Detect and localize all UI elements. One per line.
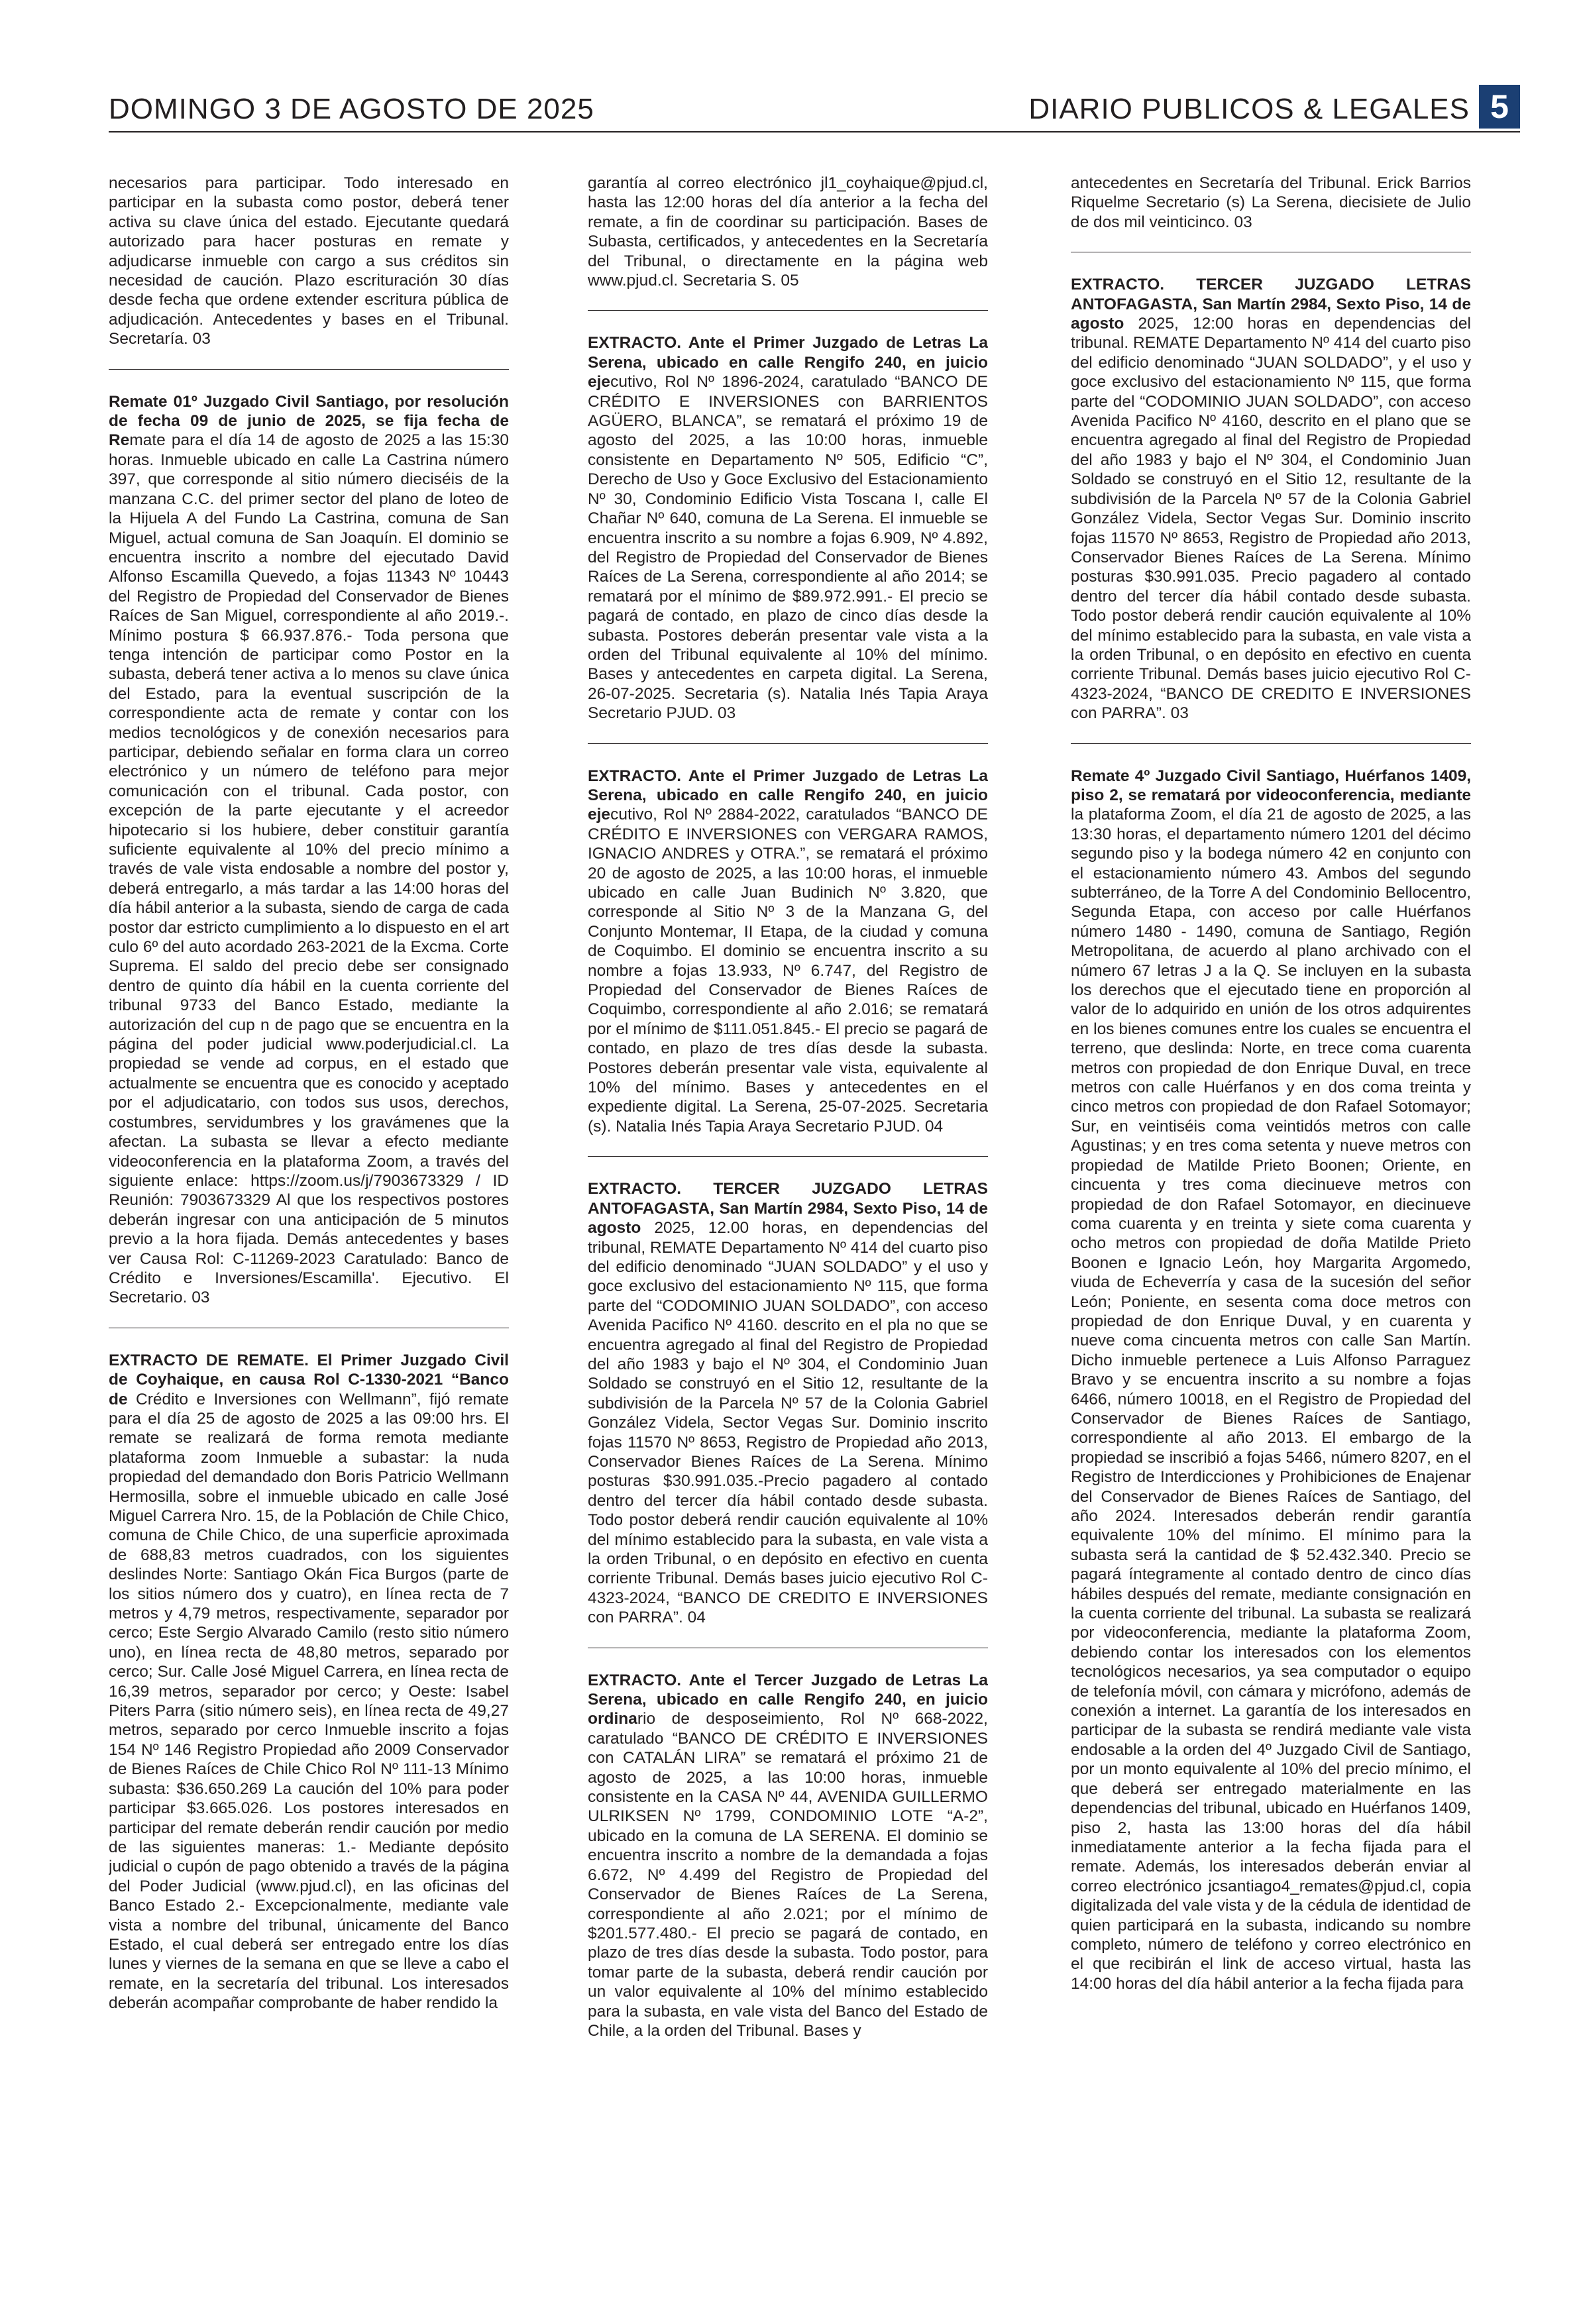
header-rule — [109, 131, 1520, 132]
notice: EXTRACTO. Ante el Tercer Juzgado de Letras La Serena, ubicado en calle Rengifo 240, en juicio ordinario de desposeimiento, Rol Nº 668-2022, caratulado “BANCO DE CRÉDITO E INVERSIONES con CATALÁN LIRA” se rematará el próximo 21 de agosto de 2025, a las 10:00 horas, inmueble consistente en la CASA Nº 44, AVENIDA GUILLERMO ULRIKSEN Nº 1799, CONDOMINIO LOTE “A-2”, ubicado en la comuna de LA SERENA. El dominio se encuentra inscrito a nombre de la demandada a fojas 6.672, Nº 4.499 del Registro de Propiedad del Conservador de Bienes Raíces de La Serena, correspondiente al año 2.021; por el mínimo de $201.577.480.- El precio se pagará de contado, en plazo de tres días desde la subasta. Todo postor, para tomar parte de la subasta, deberá rendir caución por un valor equivalente al 10% del mínimo establecido para la subasta, en vale vista del Banco del Estado de Chile, a la orden del Tribunal. Bases y — [588, 1671, 988, 2040]
notice: EXTRACTO. Ante el Primer Juzgado de Letras La Serena, ubicado en calle Rengifo 240, en juicio ejecutivo, Rol Nº 2884-2022, caratulados “BANCO DE CRÉDITO E INVERSIONES con VERGARA RAMOS, IGNACIO ANDRES y OTRA.”, se rematará el próximo 20 de agosto de 2025, a las 10:00 horas, el inmueble ubicado en calle Juan Budinich Nº 3.820, que corresponde al Sitio Nº 3 de la Manzana G, del Conjunto Montemar, II Etapa, de la ciudad y comuna de Coquimbo. El dominio se encuentra inscrito a su nombre a fojas 13.933, Nº 6.747, del Registro de Propiedad del Conservador de Bienes Raíces de Coquimbo, correspondiente al año 2.016; se rematará por el mínimo de $111.051.845.- El precio se pagará de contado, en plazo de tres días desde la subasta. Postores deberán presentar vale vista, equivalente al 10% del mínimo. Bases y antecedentes en el expediente digital. La Serena, 25-07-2025. Secretaria (s). Natalia Inés Tapia Araya Secretario PJUD. 04 — [588, 766, 988, 1157]
page-header — [109, 85, 1520, 129]
column-2 — [588, 174, 988, 2280]
newspaper-name: DIARIO PUBLICOS & LEGALES — [1028, 93, 1470, 125]
notice: garantía al correo electrónico jl1_coyhaique@pjud.cl, hasta las 12:00 horas del día anterior a la fecha del remate, a fin de coordinar su participación. Bases de Subasta, certificados, y antecedentes en la Secretaría del Tribunal, o directamente en la página web www.pjud.cl. Secretaria S. 05 — [588, 174, 988, 311]
notice: EXTRACTO. TERCER JUZGADO LETRAS ANTOFAGASTA, San Martín 2984, Sexto Piso, 14 de agosto 2025, 12.00 horas, en dependencias del tribunal, REMATE Departamento Nº 414 del cuarto piso del edificio denominado “JUAN SOLDADO” y el uso y goce exclusivo del estacionamiento Nº 115, que forma parte del “CODOMINIO JUAN SOLDADO”, con acceso Avenida Pacifico Nº 4160. descrito en el pla no que se encuentra agregado al final del Registro de Propiedad del año 1983 y bajo el Nº 304, el Condominio Juan Soldado se construyó en el Sitio 12, resultante de la subdivisión de la Parcela Nº 57 de la Colonia Gabriel González Videla, Sector Vegas Sur. Dominio inscrito fojas 11570 Nº 8653, Registro de Propiedad año 2013, Conservador Bienes Raíces de La Serena. Mínimo posturas $30.991.035.-Precio pagadero al contado dentro del tercer día hábil contado desde subasta. Todo postor deberá rendir caución equivalente al 10% del mínimo establecido para la subasta, en vale vista a la orden Tribunal, o en depósito en efectivo en cuenta corriente Tribunal. Demás bases juicio ejecutivo Rol C-4323-2024, “BANCO DE CREDITO E INVERSIONES con PARRA”. 04 — [588, 1179, 988, 1648]
notice: Remate 4º Juzgado Civil Santiago, Huérfanos 1409, piso 2, se rematará por videoconferencia, mediante la plataforma Zoom, el día 21 de agosto de 2025, a las 13:30 horas, el departamento número 1201 del décimo segundo piso y la bodega número 42 en conjunto con el estacionamiento número 43. Ambos del segundo subterráneo, de la Torre A del Condominio Bellocentro, Segunda Etapa, con acceso por calle Huérfanos número 1480 - 1490, comuna de Santiago, Región Metropolitana, de acuerdo al plano archivado con el número 67 letras J a la Q. Se incluyen en la subasta los derechos que el ejecutado tiene en proporción al valor de lo adquirido en unión de los otros adquirentes en los bienes comunes entre los cuales se encuentra el terreno, que deslinda: Norte, en trece coma cuarenta metros con propiedad de don Enrique Duval, en trece metros con calle Huérfanos y en dos coma treinta y cinco metros con propiedad de don Rafael Sotomayor; Sur, en veintiséis coma veintidós metros con calle Agustinas; y en tres coma setenta y nueve metros con propiedad de Matilde Prieto Boonen; Oriente, en cincuenta y tres coma diecinueve metros con propiedad de don Rafael Sotomayor, en diecinueve coma cuarenta y en treinta y siete coma cuarenta y ocho metros con propiedad de doña Matilde Prieto Boonen e Ignacio León, hoy Margarita Argomedo, viuda de Echeverría y casa de la sucesión del señor León; Poniente, en sesenta coma doce metros con propiedad de don Enrique Duval, y en cuarenta y nueve coma cincuenta metros con calle San Martín. Dicho inmueble pertenece a Luis Alfonso Parraguez Bravo y se encuentra inscrito a su nombre a fojas 6466, número 10018, en el Registro de Propiedad del Conservador de Bienes Raíces de Santiago, correspondiente al año 2013. El embargo de la propiedad se inscribió a fojas 5466, número 8207, en el Registro de Interdicciones y Prohibiciones de Enajenar del Conservador de Bienes Raíces de Santiago, del año 2024. Interesados deberán rendir garantía equivalente 10% del mínimo. El mínimo para la subasta será la cantidad de $ 52.432.340. Precio se pagará íntegramente al contado dentro de cinco días hábiles después del remate, mediante consignación en la cuenta corriente del tribunal. La subasta se realizará por videoconferencia, mediante la plataforma Zoom, debiendo contar los interesados con los elementos tecnológicos necesarios, ya sea computador o equipo de telefonía móvil, con cámara y micrófono, además de conexión a internet. La garantía de los interesados en participar de la subasta se rendirá mediante vale vista endosable a la orden del 4º Juzgado Civil de Santiago, por un monto equivalente al 10% del precio mínimo, el que deberá ser entregado materialmente en las dependencias del tribunal, ubicado en Huérfanos 1409, piso 2, hasta las 13:00 horas del día hábil inmediatamente anterior a la fecha fijada para el remate. Además, los interesados deberán enviar al correo electrónico jcsantiago4_remates@pjud.cl, copia digitalizada del vale vista y de la cédula de identidad de quien participará en la subasta, indicando su nombre completo, número de teléfono y correo electrónico en el que recibirán el link de acceso virtual, hasta las 14:00 horas del día hábil anterior a la fecha fijada para — [1071, 766, 1471, 1993]
notice: EXTRACTO DE REMATE. El Primer Juzgado Civil de Coyhaique, en causa Rol C-1330-2021 “Banco de Crédito e Inversiones con Wellmann”, fijó remate para el día 25 de agosto de 2025 a las 09:00 hrs. El remate se realizará de forma remota mediante plataforma zoom Inmueble a subastar: la nuda propiedad del demandado don Boris Patricio Wellmann Hermosilla, sobre el inmueble ubicado en calle José Miguel Carrera Nro. 15, de la Población de Chile Chico, comuna de Chile Chico, de una superficie aproximada de 688,83 metros cuadrados, con los siguientes deslindes Norte: Santiago Okán Fica Burgos (parte de los sitios número dos y cuatro), en línea recta de 7 metros y 4,79 metros, respectivamente, separador por cerco; Este Sergio Alvarado Camilo (resto sitio número uno), en línea recta de 48,80 metros, separado por cerco; Sur. Calle José Miguel Carrera, en línea recta de 16,39 metros, separador por cerco; y Oeste: Isabel Piters Parra (sitio número seis), en línea recta de 49,27 metros, separado por cerco Inmueble inscrito a fojas 154 Nº 146 Registro Propiedad año 2009 Conservador de Bienes Raíces de Chile Chico Rol Nº 111-13 Mínimo subasta: $36.650.269 La caución del 10% para poder participar $3.665.026. Los postores interesados en participar del remate deberán rendir caución por medio de las siguientes maneras: 1.- Mediante depósito judicial o cupón de pago obtenido a través de la página del Poder Judicial (www.pjud.cl), en las oficinas del Banco Estado 2.- Excepcionalmente, mediante vale vista a nombre del tribunal, únicamente del Banco Estado, el cual deberá ser entregado entre los días lunes y viernes de la semana en que se lleve a cabo el remate, en la secretaría del tribunal. Los interesados deberán acompañar comprobante de haber rendido la — [109, 1351, 509, 2013]
column-3 — [1071, 174, 1471, 2280]
notice: Remate 01º Juzgado Civil Santiago, por resolución de fecha 09 de junio de 2025, se fija fecha de Remate para el día 14 de agosto de 2025 a las 15:30 horas. Inmueble ubicado en calle La Castrina número 397, que corresponde al sitio número dieciséis de la manzana C.C. del primer sector del plano de loteo de la Hijuela A del Fundo La Castrina, comuna de San Miguel, actual comuna de San Joaquín. El dominio se encuentra inscrito a nombre del ejecutado David Alfonso Escamilla Quevedo, a fojas 11343 Nº 10443 del Registro de Propiedad del Conservador de Bienes Raíces de San Miguel, correspondiente al año 2019.-. Mínimo postura $ 66.937.876.- Toda persona que tenga intención de participar como Postor en la subasta, deberá tener activa a lo menos su clave única del Estado, para la eventual suscripción de la correspondiente acta de remate y contar con los medios tecnológicos y de conexión necesarios para participar, debiendo señalar en forma clara un correo electrónico y un número de teléfono para mejor comunicación con el tribunal. Cada postor, con excepción de la parte ejecutante y el acreedor hipotecario si los hubiere, deber constituir garantía suficiente equivalente al 10% del precio mínimo a través de vale vista endosable a nombre del postor y, deberá entregarlo, a más tardar a las 14:00 horas del día hábil anterior a la subasta, siendo de carga de cada postor dar estricto cumplimiento a lo dispuesto en el art culo 6º del auto acordado 263-2021 de la Excma. Corte Suprema. El saldo del precio debe ser consignado dentro de quinto día hábil en la cuenta corriente del tribunal 9733 del Banco Estado, mediante la autorización del cup n de pago que se encuentra en la página del poder judicial www.poderjudicial.cl. La propiedad se vende ad corpus, en el estado que actualmente se encuentra que es conocido y aceptado por el adjudicatario, con todos sus usos, derechos, costumbres, servidumbres y los gravámenes que la afectan. La subasta se llevar a efecto mediante videoconferencia en la plataforma Zoom, a través del siguiente enlace: https://zoom.us/j/7903673329 / ID Reunión: 7903673329 Al que los respectivos postores deberán ingresar con una anticipación de 5 minutos previo a la hora fijada. Demás antecedentes y bases ver Causa Rol: C-11269-2023 Caratulado: Banco de Crédito e Inversiones/Escamilla'. Ejecutivo. El Secretario. 03 — [109, 392, 509, 1328]
notice: necesarios para participar. Todo interesado en participar en la subasta como postor, deberá tener activa su clave única del estado. Ejecutante quedará autorizado para hacer posturas en remate y adjudicarse inmueble con cargo a sus créditos sin necesidad de caución. Plazo escrituración 30 días desde fecha que ordene extender escritura pública de adjudicación. Antecedentes y bases en el Tribunal. Secretaría. 03 — [109, 174, 509, 370]
issue-date: DOMINGO 3 DE AGOSTO DE 2025 — [109, 93, 594, 125]
notice: EXTRACTO. TERCER JUZGADO LETRAS ANTOFAGASTA, San Martín 2984, Sexto Piso, 14 de agosto 2025, 12:00 horas en dependencias del tribunal. REMATE Departamento Nº 414 del cuarto piso del edificio denominado “JUAN SOLDADO”, y el uso y goce exclusivo del estacionamiento Nº 115, que forma parte del “CODOMINIO JUAN SOLDADO”, con acceso Avenida Pacifico Nº 4160, descrito en el plano que se encuentra agregado al final del Registro de Propiedad del año 1983 y bajo el Nº 304, el Condominio Juan Soldado se construyó en el Sitio 12, resultante de la subdivisión de la Parcela Nº 57 de la Colonia Gabriel González Videla, Sector Vegas Sur. Dominio inscrito fojas 11570 Nº 8653, Registro de Propiedad año 2013, Conservador Bienes Raíces de La Serena. Mínimo posturas $30.991.035. Precio pagadero al contado dentro del tercer día hábil contado desde subasta. Todo postor deberá rendir caución equivalente al 10% del mínimo establecido para la subasta, en vale vista a la orden Tribunal, o en depósito en efectivo en cuenta corriente Tribunal. Demás bases juicio ejecutivo Rol C-4323-2024, “BANCO DE CREDITO E INVERSIONES con PARRA”. 03 — [1071, 275, 1471, 743]
notice: EXTRACTO. Ante el Primer Juzgado de Letras La Serena, ubicado en calle Rengifo 240, en juicio ejecutivo, Rol Nº 1896-2024, caratulado “BANCO DE CRÉDITO E INVERSIONES con BARRIENTOS AGÜERO, BLANCA”, se rematará el próximo 19 de agosto del 2025, a las 10:00 horas, inmueble consistente en Departamento Nº 505, Edificio “C”, Derecho de Uso y Goce Exclusivo del Estacionamiento Nº 30, Condominio Edificio Vista Toscana I, calle El Chañar Nº 640, comuna de La Serena. El inmueble se encuentra inscrito a su nombre a fojas 6.909, Nº 4.892, del Registro de Propiedad del Conservador de Bienes Raíces de La Serena, correspondiente al año 2014; se rematará por el mínimo de $89.972.991.- El precio se pagará de contado, en plazo de cinco días desde la subasta. Postores deberán presentar vale vista a la orden del Tribunal equivalente al 10% del mínimo. Bases y antecedentes en carpeta digital. La Serena, 26-07-2025. Secretaria (s). Natalia Inés Tapia Araya Secretario PJUD. 03 — [588, 333, 988, 743]
notice: antecedentes en Secretaría del Tribunal. Erick Barrios Riquelme Secretario (s) La Serena, diecisiete de Julio de dos mil veinticinco. 03 — [1071, 174, 1471, 252]
column-1 — [109, 174, 509, 2280]
page-number-badge: 5 — [1479, 85, 1520, 129]
